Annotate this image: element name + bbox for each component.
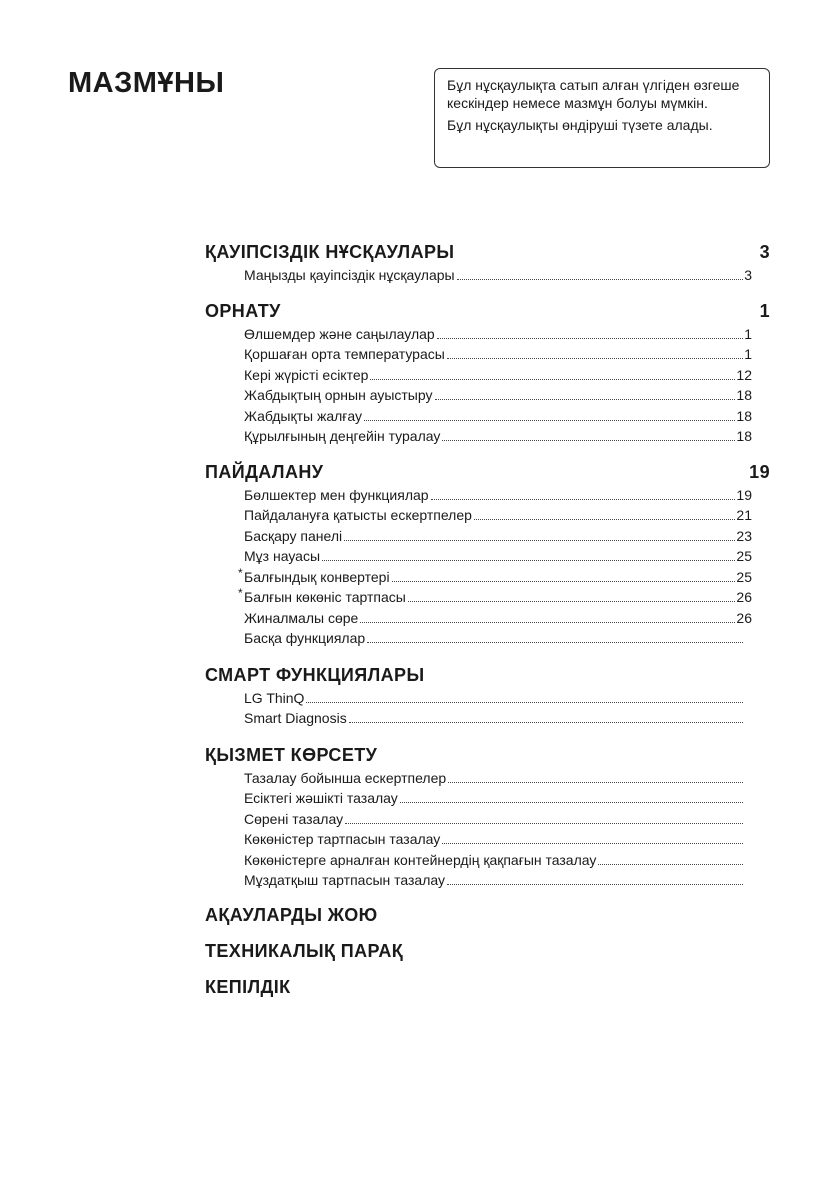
- toc-entry-label: [244, 768, 446, 789]
- page-title: МАЗМҰНЫ: [68, 67, 225, 99]
- toc-entry-text: Бөлшектер мен функциялар: [244, 486, 429, 503]
- toc-entry-label: [238, 586, 406, 608]
- toc-entry-label: [238, 565, 390, 588]
- toc-entry-page: 21: [736, 507, 752, 523]
- toc-entry-page: 3: [744, 267, 752, 283]
- dot-leader: [349, 722, 743, 723]
- toc-entry[interactable]: [244, 385, 752, 406]
- toc-section-title: ТЕХНИКАЛЫҚ ПАРАҚ: [205, 940, 404, 961]
- dot-leader: [447, 358, 743, 359]
- toc-entry-text: Жиналмалы сөре: [244, 609, 359, 626]
- notice-text-2: Бұл нұсқаулықты өндіруші түзете алады.: [447, 117, 713, 133]
- toc-entry-label: [244, 708, 347, 729]
- toc-entry[interactable]: [244, 628, 752, 649]
- toc-entry-page: 18: [736, 407, 752, 424]
- toc-entry[interactable]: [244, 829, 752, 850]
- notice-box: [434, 68, 770, 168]
- toc-entry[interactable]: [244, 809, 752, 830]
- toc-entry-label: [244, 365, 368, 386]
- toc-section-heading[interactable]: [205, 975, 772, 999]
- dot-leader: [370, 379, 735, 380]
- toc-entry-page: 18: [736, 428, 752, 444]
- toc-entry-label: [244, 426, 440, 447]
- toc-entry-text: Балғын көкөніс тартпасы: [244, 589, 406, 605]
- toc-entry-page: 1: [744, 346, 752, 362]
- toc-entry[interactable]: [244, 485, 752, 506]
- toc-section-heading[interactable]: [205, 903, 772, 927]
- toc-entry-page: 26: [736, 609, 752, 626]
- toc-entry-page: 1: [744, 325, 752, 342]
- notice-text-1: Бұл нұсқаулықта сатып алған үлгіден өзгеше кескіндер немесе мазмұн болуы мүмкін.: [447, 77, 740, 111]
- toc-section-heading[interactable]: [205, 299, 772, 323]
- toc-entry-text: Мұздатқыш тартпасын тазалау: [244, 872, 446, 888]
- dot-leader: [442, 440, 735, 441]
- toc-section-heading[interactable]: [205, 460, 772, 484]
- toc-entry-label: [244, 809, 343, 830]
- dot-leader: [448, 782, 743, 783]
- dot-leader: [345, 823, 743, 824]
- dot-leader: [364, 420, 735, 421]
- dot-leader: [474, 519, 735, 520]
- toc-entry[interactable]: [244, 265, 752, 286]
- toc-entry[interactable]: [244, 688, 752, 709]
- asterisk-mark: *: [238, 586, 243, 600]
- toc-entry-label: [244, 870, 445, 891]
- dot-leader: [344, 540, 735, 541]
- toc-entry-text: Басқа функциялар: [244, 630, 366, 646]
- dot-leader: [598, 864, 743, 865]
- toc-entries: [205, 324, 772, 447]
- toc-entry[interactable]: [244, 708, 752, 729]
- toc-section-title: СМАРТ ФУНКЦИЯЛАРЫ: [205, 664, 425, 685]
- toc-section-heading[interactable]: [205, 663, 772, 687]
- toc-entry-label: [244, 344, 445, 365]
- toc-entry-text: Тазалау бойынша ескертпелер: [244, 769, 447, 786]
- toc-entry-label: [244, 526, 342, 547]
- dot-leader: [435, 399, 736, 400]
- toc-entry-label: [244, 628, 365, 649]
- dot-leader: [400, 802, 743, 803]
- toc-entry-text: Көкөністерге арналған контейнердің қақпағын тазалау: [244, 851, 597, 868]
- toc-entry[interactable]: [244, 324, 752, 345]
- toc-entry-text: Балғындық конвертері: [244, 568, 390, 585]
- toc-entries: [205, 688, 772, 729]
- toc-section-maintenance: [205, 743, 772, 891]
- toc-entry-label: [244, 850, 596, 871]
- toc-section-title: ОРНАТУ: [205, 300, 281, 321]
- toc-entry-text: Құрылғының деңгейін туралау: [244, 428, 441, 444]
- toc-section-title: КЕПІЛДІК: [205, 976, 291, 997]
- toc-entry-text: Жабдықты жалғау: [244, 407, 363, 424]
- toc-entry-text: Мұз науасы: [244, 548, 321, 564]
- dot-leader: [437, 338, 743, 339]
- toc-entry-text: Маңызды қауіпсіздік нұсқаулары: [244, 267, 455, 283]
- toc-entry[interactable]: [244, 850, 752, 871]
- toc-entry-text: LG ThinQ: [244, 689, 305, 706]
- toc-entry[interactable]: [244, 526, 752, 547]
- toc-entry-label: [244, 788, 398, 809]
- toc-section-safety: [205, 240, 772, 286]
- toc-entry[interactable]: [238, 586, 752, 608]
- toc-section-title: АҚАУЛАРДЫ ЖОЮ: [205, 904, 378, 925]
- asterisk-mark: *: [238, 565, 243, 580]
- toc-entry-label: [244, 608, 358, 629]
- toc-section-title: ҚАУІПСІЗДІК НҰСҚАУЛАРЫ: [205, 242, 455, 262]
- dot-leader: [392, 581, 736, 582]
- dot-leader: [322, 560, 735, 561]
- toc-section-product-fiche: [205, 939, 772, 963]
- toc-section-title: ПАЙДАЛАНУ: [205, 461, 324, 482]
- toc-entry[interactable]: [244, 505, 752, 526]
- toc-section-installation: [205, 299, 772, 447]
- toc-section-operation: [205, 460, 772, 649]
- toc-entries: [205, 485, 772, 649]
- toc-entry-label: [244, 546, 320, 567]
- toc-entry-page: 26: [736, 589, 752, 605]
- toc-entry-page: 18: [736, 387, 752, 403]
- toc-entry[interactable]: [244, 768, 752, 789]
- toc-entry-text: Пайдалануға қатысты ескертпелер: [244, 507, 472, 523]
- toc-entry-text: Жабдықтың орнын ауыстыру: [244, 387, 433, 403]
- toc-entry[interactable]: [244, 870, 752, 891]
- toc-section-heading[interactable]: [205, 743, 772, 767]
- table-of-contents: [205, 240, 772, 999]
- dot-leader: [442, 843, 743, 844]
- dot-leader: [360, 622, 735, 623]
- toc-entry[interactable]: [238, 565, 752, 588]
- toc-section-heading[interactable]: [205, 240, 772, 264]
- toc-entry-text: Есіктегі жәшікті тазалау: [244, 790, 398, 806]
- toc-section-heading[interactable]: [205, 939, 772, 963]
- toc-entry-page: 19: [736, 486, 752, 503]
- toc-entry[interactable]: [244, 608, 752, 629]
- toc-entry-label: [244, 829, 440, 850]
- toc-entry-label: [244, 385, 433, 406]
- dot-leader: [431, 499, 736, 500]
- toc-entry-label: [244, 688, 304, 709]
- toc-section-warranty: [205, 975, 772, 999]
- toc-entry[interactable]: [244, 546, 752, 567]
- toc-entry-label: [244, 265, 455, 286]
- toc-entries: [205, 265, 772, 286]
- dot-leader: [306, 702, 743, 703]
- toc-entry-text: Өлшемдер және саңылаулар: [244, 325, 435, 342]
- toc-entry[interactable]: [244, 788, 752, 809]
- toc-entry[interactable]: [244, 426, 752, 447]
- dot-leader: [367, 642, 743, 643]
- toc-entry-text: Smart Diagnosis: [244, 710, 347, 726]
- toc-entry-label: [244, 406, 362, 427]
- toc-entry-label: [244, 485, 429, 506]
- toc-entry[interactable]: [244, 365, 752, 386]
- dot-leader: [447, 884, 743, 885]
- toc-section-page: 1: [759, 300, 770, 321]
- toc-entries: [205, 768, 772, 891]
- toc-section-page: 3: [759, 242, 770, 262]
- toc-entry-text: Сөрені тазалау: [244, 810, 344, 827]
- toc-entry-page: 23: [736, 527, 752, 544]
- toc-entry-text: Қоршаған орта температурасы: [244, 346, 445, 362]
- toc-entry-label: [244, 505, 472, 526]
- toc-section-smart-functions: [205, 663, 772, 729]
- dot-leader: [408, 601, 736, 602]
- toc-entry-text: Көкөністер тартпасын тазалау: [244, 831, 441, 847]
- toc-section-troubleshooting: [205, 903, 772, 927]
- toc-entry-label: [244, 324, 435, 345]
- toc-entry-text: Кері жүрісті есіктер: [244, 366, 369, 383]
- dot-leader: [457, 279, 743, 280]
- toc-entry[interactable]: [244, 406, 752, 427]
- toc-entry-page: 25: [736, 548, 752, 564]
- toc-section-title: ҚЫЗМЕТ КӨРСЕТУ: [205, 744, 378, 765]
- toc-entry-page: 25: [736, 568, 752, 585]
- toc-entry[interactable]: [244, 344, 752, 365]
- toc-entry-text: Басқару панелі: [244, 527, 343, 544]
- toc-entry-page: 12: [736, 366, 752, 383]
- toc-section-page: 19: [749, 461, 770, 482]
